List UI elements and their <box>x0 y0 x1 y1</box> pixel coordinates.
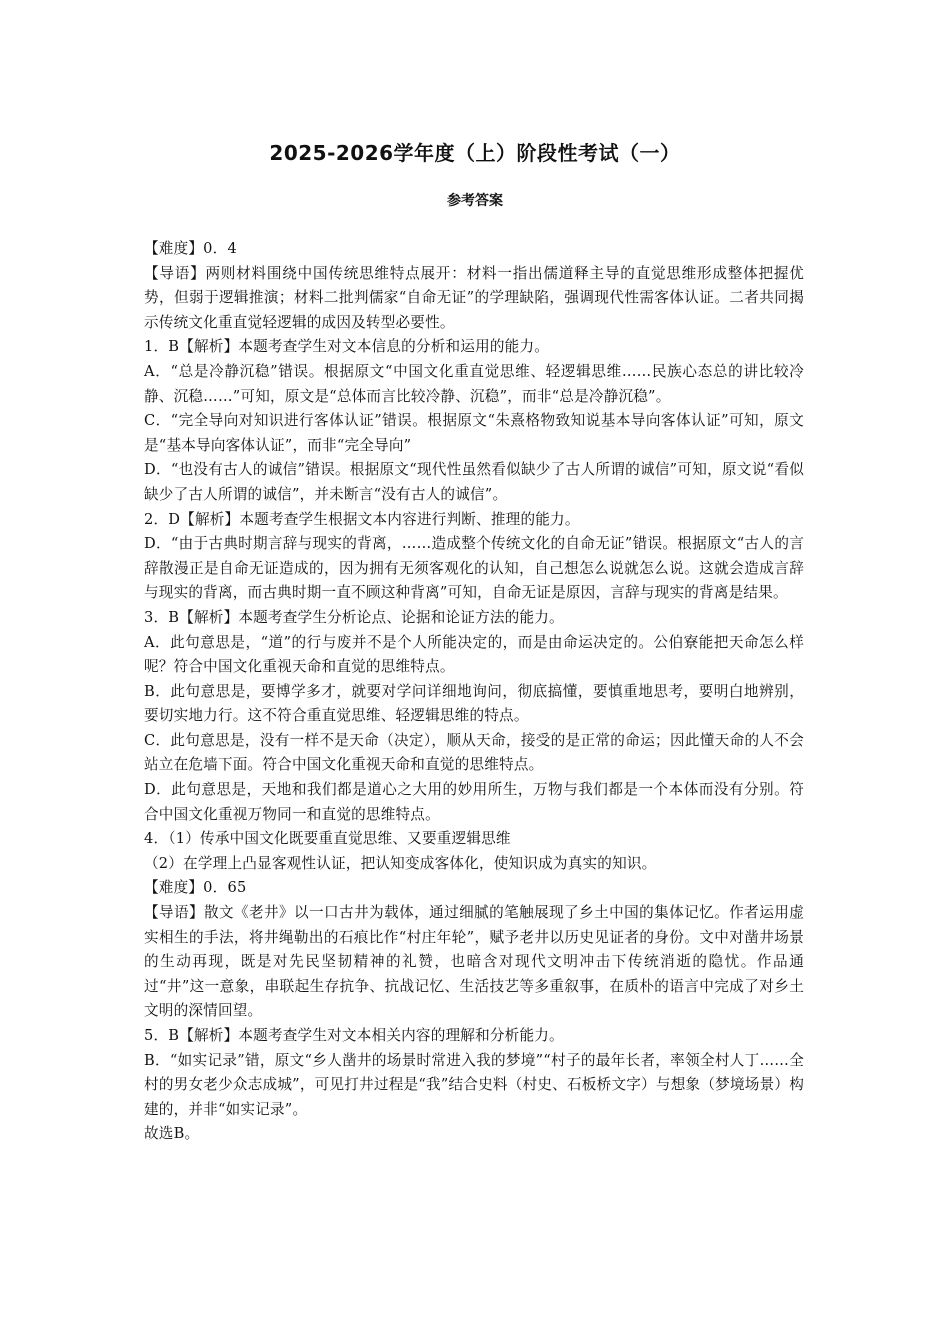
page-subtitle: 参考答案 <box>447 193 503 209</box>
answer-4-part-1: 4．（1）传承中国文化既要重直觉思维、又要重逻辑思维 <box>144 830 511 848</box>
intro-2: 【导语】散文《老井》以一口古井为载体，通过细腻的笔触展现了乡土中国的集体记忆。作者运用虚实相生的手法，将井绳勒出的石痕比作“村庄年轮”，赋予老井以历史见证者的身份。文中对凿井场景的生动再现，既是对先民坚韧精神的礼赞，也暗含对现代文明冲击下传统消逝的隐忧。作品通过“井”这一意象，串联起生存抗争、抗战记忆、生活技艺等多重叙事，在质朴的语言中完成了对乡土文明的深情回望。 <box>144 904 804 1020</box>
answer-4-part-2: （2）在学理上凸显客观性认证，把认知变成客体化，使知识成为真实的知识。 <box>144 854 657 872</box>
answer-3-option-a: A．此句意思是，“道”的行与废并不是个人所能决定的，而是由命运决定的。公伯寮能把天命怎么样呢？符合中国文化重视天命和直觉的思维特点。 <box>144 633 804 676</box>
answer-3-option-d: D．此句意思是，天地和我们都是道心之大用的妙用所生，万物与我们都是一个本体而没有分别。符合中国文化重视万物同一和直觉的思维特点。 <box>144 781 804 823</box>
answer-3-option-c: C．此句意思是，没有一样不是天命（决定），顺从天命，接受的是正常的命运；因此懂天命的人不会站立在危墙下面。符合中国文化重视天命和直觉的思维特点。 <box>144 731 804 774</box>
answer-1: 1．B【解析】本题考查学生对文本信息的分析和运用的能力。 <box>144 338 550 356</box>
answer-1-option-a: A．“总是冷静沉稳”错误。根据原文“中国文化重直觉思维、轻逻辑思维……民族心态总的讲比较冷静、沉稳……”可知，原文是“总体而言比较冷静、沉稳”，而非“总是冷静沉稳”。 <box>144 362 804 405</box>
answer-5-option-b: B．“如实记录”错，原文“乡人凿井的场景时常进入我的梦境”“村子的最年长者，率领全村人丁……全村的男女老少众志成城”，可见打井过程是“我”结合史料（村史、石板桥文字）与想象（梦境场景）构建的，并非“如实记录”。 <box>144 1051 804 1118</box>
difficulty-2: 【难度】0．65 <box>144 879 247 897</box>
page-title: 2025-2026学年度（上）阶段性考试（一） <box>269 141 681 165</box>
answer-3-option-b: B．此句意思是，要博学多才，就要对学问详细地询问，彻底搞懂，要慎重地思考，要明白地辨别，要切实地力行。这不符合重直觉思维、轻逻辑思维的特点。 <box>144 682 804 725</box>
answer-2-option-d: D．“由于古典时期言辞与现实的背离，……造成整个传统文化的自命无证”错误。根据原文“古人的言辞散漫正是自命无证造成的，因为拥有无须客观化的认知，自己想怎么说就怎么说。这就会造成言辞与现实的背离，而古典时期一直不顾这种背离”可知，自命无证是原因，言辞与现实的背离是结果。 <box>144 535 804 602</box>
difficulty-1: 【难度】0．4 <box>144 240 237 257</box>
answer-3: 3．B【解析】本题考查学生分析论点、论据和论证方法的能力。 <box>144 608 564 626</box>
answer-5-conclusion: 故选B。 <box>144 1125 200 1143</box>
answer-1-option-c: C．“完全导向对知识进行客体认证”错误。根据原文“朱熹格物致知说基本导向客体认证”可知，原文是“基本导向客体认证”，而非“完全导向” <box>144 412 804 454</box>
answer-1-option-d: D．“也没有古人的诚信”错误。根据原文“现代性虽然看似缺少了古人所谓的诚信”可知，原文说“看似缺少了古人所谓的诚信”，并未断言“没有古人的诚信”。 <box>144 461 804 503</box>
answer-body <box>144 237 804 1147</box>
intro-1: 【导语】两则材料围绕中国传统思维特点展开：材料一指出儒道释主导的直觉思维形成整体把握优势，但弱于逻辑推演；材料二批判儒家“自命无证”的学理缺陷，强调现代性需客体认证。二者共同揭示传统文化重直觉轻逻辑的成因及转型必要性。 <box>144 264 804 331</box>
answer-2: 2．D【解析】本题考查学生根据文本内容进行判断、推理的能力。 <box>144 510 580 528</box>
answer-5: 5．B【解析】本题考查学生对文本相关内容的理解和分析能力。 <box>144 1027 564 1044</box>
